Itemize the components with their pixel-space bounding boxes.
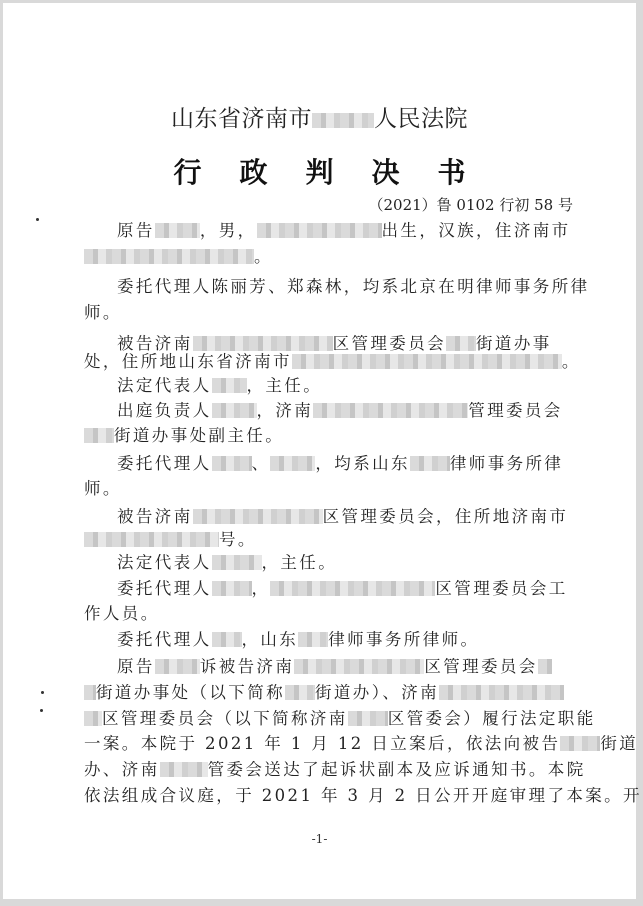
text-line: 委托代理人 ，山东 律师事务所律师。 bbox=[117, 630, 480, 649]
text-line: 法定代表人 ，主任。 bbox=[117, 553, 338, 572]
margin-mark bbox=[41, 691, 44, 694]
text-line: 委托代理人陈丽芳、郑森林，均系北京在明律师事务所律 bbox=[117, 277, 590, 296]
text-line: 。 bbox=[84, 243, 273, 267]
page-number: -1- bbox=[311, 832, 328, 846]
text-line: 委托代理人 、 ，均系山东 律师事务所律 bbox=[117, 454, 564, 473]
text-line: 被告济南 区管理委员会 街道办事 bbox=[117, 334, 552, 353]
text-line: 区管理委员会（以下简称济南 区管委会）履行法定职能 bbox=[84, 705, 596, 729]
text-line: 一案。本院于 2021 年 1 月 12 日立案后，依法向被告 街道 bbox=[84, 734, 639, 753]
text-line: 原告 ，男， 出生，汉族，住济南市 bbox=[117, 221, 571, 240]
text-line: 依法组成合议庭，于 2021 年 3 月 2 日公开开庭审理了本案。开 bbox=[84, 786, 642, 805]
text-line: 处，住所地山东省济南市 。 bbox=[84, 352, 581, 371]
document-page bbox=[3, 3, 642, 899]
case-number: （2021）鲁 0102 行初 58 号 bbox=[368, 196, 573, 214]
text-line: 号。 bbox=[84, 526, 257, 550]
margin-mark bbox=[36, 218, 39, 221]
text-line: 委托代理人 ， 区管理委员会工 bbox=[117, 579, 568, 598]
text-line: 法定代表人 ，主任。 bbox=[117, 376, 323, 395]
text-line: 街道办事处副主任。 bbox=[84, 422, 284, 446]
text-line: 被告济南 区管理委员会，住所地济南市 bbox=[117, 507, 569, 526]
text-line: 办、济南 管委会送达了起诉状副本及应诉通知书。本院 bbox=[84, 760, 586, 779]
text-line: 师。 bbox=[84, 479, 122, 498]
margin-mark bbox=[40, 709, 43, 712]
document-title: 行政判决书 bbox=[173, 156, 504, 189]
text-line: 街道办事处（以下简称 街道办）、济南 bbox=[84, 679, 564, 703]
text-line: 作人员。 bbox=[84, 604, 160, 623]
text-line: 出庭负责人 ，济南 管理委员会 bbox=[117, 401, 563, 420]
redacted-block bbox=[312, 113, 374, 128]
court-name: 山东省济南市 人民法院 bbox=[171, 106, 468, 132]
text-line: 师。 bbox=[84, 303, 122, 322]
text-line: 原告 诉被告济南 区管理委员会 bbox=[117, 653, 552, 677]
